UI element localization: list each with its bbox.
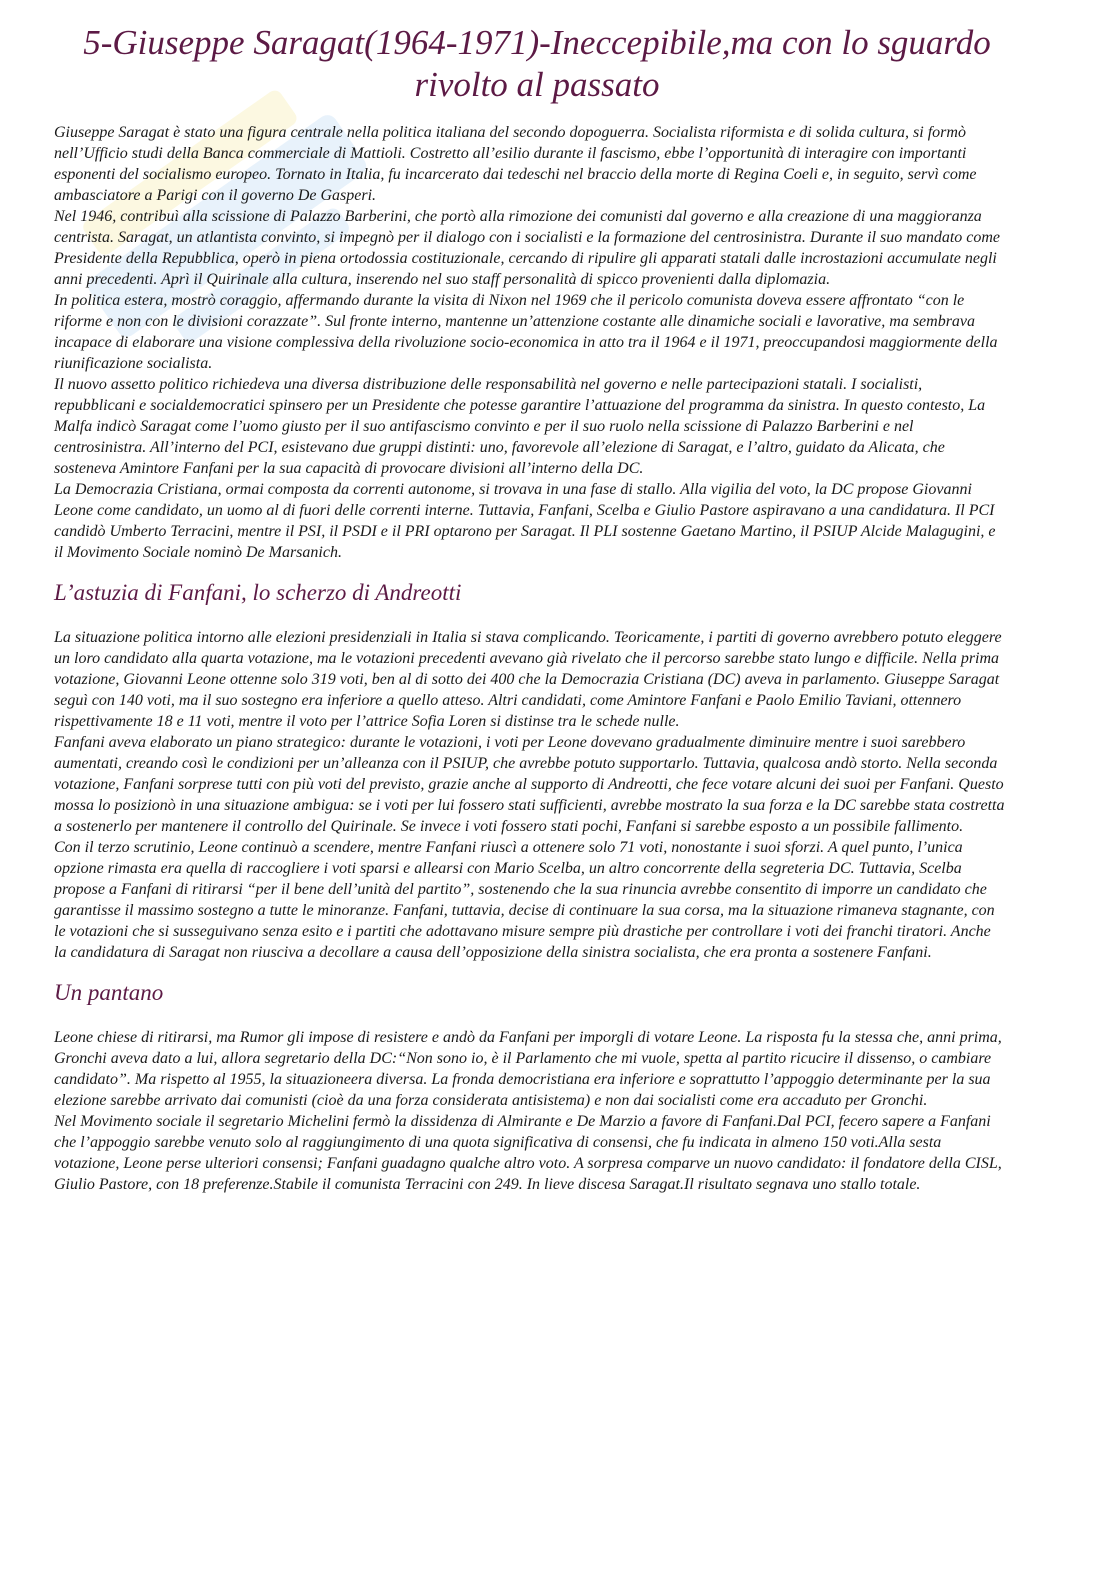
intro-section xyxy=(54,122,1006,563)
section-heading: Un pantano xyxy=(54,980,164,1005)
paragraph: Il nuovo assetto politico richiedeva una diversa distribuzione delle responsabilità nel governo e nelle partecipazioni statali. I socialisti, repubblicani e socialdemocratici spinsero per un Presidente che potesse garantire l’attuazione del programma da sinistra. In questo contesto, La Malfa indicò Saragat come l’uomo giusto per il suo antifascismo convinto e per il suo ruolo nella scissione di Palazzo Barberini e nel centrosinistra. All’interno del PCI, esistevano due gruppi distinti: uno, favorevole all’elezione di Saragat, e l’altro, guidato da Alicata, che sosteneva Amintore Fanfani per la sua capacità di provocare divisioni all’interno della DC. xyxy=(54,376,986,477)
paragraph: Giuseppe Saragat è stato una figura centrale nella politica italiana del secondo dopoguerra. Socialista riformista e di solida cultura, si formò nell’Ufficio studi della Banca commerciale di Mattioli. Costretto all’esilio durante il fascismo, ebbe l’opportunità di interagire con importanti esponenti del socialismo europeo. Tornato in Italia, fu incarcerato dai tedeschi nel braccio della morte di Regina Coeli e, in seguito, servì come ambasciatore a Parigi con il governo De Gasperi. xyxy=(54,124,977,204)
section-fanfani xyxy=(54,579,1006,963)
paragraph: In politica estera, mostrò coraggio, affermando durante la visita di Nixon nel 1969 che il pericolo comunista doveva essere affrontato “con le riforme e non con le divisioni corazzate”. Sul fronte interno, mantenne un’attenzione costante alle dinamiche sociali e lavorative, ma sembrava incapace di elaborare una visione complessiva della rivoluzione socio-economica in atto tra il 1964 e il 1971, preoccupandosi maggiormente della riunificazione socialista. xyxy=(54,292,998,372)
page-title: 5-Giuseppe Saragat(1964-1971)-Ineccepibile,ma con lo sguardo rivolto al passato xyxy=(83,23,991,104)
paragraph: Nel 1946, contribuì alla scissione di Palazzo Barberini, che portò alla rimozione dei comunisti dal governo e alla creazione di una maggioranza centrista. Saragat, un atlantista convinto, si impegnò per il dialogo con i socialisti e la formazione del centrosinistra. Durante il suo mandato come Presidente della Repubblica, operò in piena ortodossia costituzionale, cercando di ripulire gli apparati statali dalle incrostazioni accumulate negli anni precedenti. Aprì il Quirinale alla cultura, inserendo nel suo staff personalità di spicco provenienti dalla diplomazia. xyxy=(54,208,1001,288)
paragraph: La situazione politica intorno alle elezioni presidenziali in Italia si stava complicando. Teoricamente, i partiti di governo avrebbero potuto eleggere un loro candidato alla quarta votazione, ma le votazioni precedenti avevano già rivelato che il percorso sarebbe stato lungo e difficile. Nella prima votazione, Giovanni Leone ottenne solo 319 voti, ben al di sotto dei 400 che la Democrazia Cristiana (DC) aveva in parlamento. Giuseppe Saragat seguì con 140 voti, ma il suo sostegno era inferiore a quello atteso. Altri candidati, come Amintore Fanfani e Paolo Emilio Taviani, ottennero rispettivamente 18 e 11 voti, mentre il voto per l’attrice Sofia Loren si distinse tra le schede nulle. xyxy=(54,629,1002,730)
paragraph: Con il terzo scrutinio, Leone continuò a scendere, mentre Fanfani riuscì a ottenere solo 71 voti, nonostante i suoi sforzi. A quel punto, l’unica opzione rimasta era quella di raccogliere i voti sparsi e allearsi con Mario Scelba, un altro concorrente della segreteria DC. Tuttavia, Scelba propose a Fanfani di ritirarsi “per il bene dell’unità del partito”, sostenendo che la sua rinuncia avrebbe consentito di imporre un candidato che garantisse il massimo sostegno a tutte le minoranze. Fanfani, tuttavia, decise di continuare la sua corsa, ma la situazione rimaneva stagnante, con le votazioni che si susseguivano senza esito e i partiti che adottavano misure sempre più drastiche per controllare i voti dei franchi tiratori. Anche la candidatura di Saragat non riusciva a decollare a causa dell’opposizione della sinistra socialista, che era pronta a sostenere Fanfani. xyxy=(54,839,995,961)
paragraph: Leone chiese di ritirarsi, ma Rumor gli impose di resistere e andò da Fanfani per imporgli di votare Leone. La risposta fu la stessa che, anni prima, Gronchi aveva dato a lui, allora segretario della DC:“Non sono io, è il Parlamento che mi vuole, spetta al partito ricucire il dissenso, o cambiare candidato”. Ma rispetto al 1955, la situazioneera diversa. La fronda democristiana era inferiore e soprattutto l’appoggio determinante per la sua elezione sarebbe arrivato dai comunisti (cioè da una forza considerata antisistema) e non dai socialisti come era accaduto per Gronchi. xyxy=(54,1029,1002,1109)
paragraph: La Democrazia Cristiana, ormai composta da correnti autonome, si trovava in una fase di stallo. Alla vigilia del voto, la DC propose Giovanni Leone come candidato, un uomo al di fuori delle correnti interne. Tuttavia, Fanfani, Scelba e Giulio Pastore aspiravano a una candidatura. Il PCI candidò Umberto Terracini, mentre il PSI, il PSDI e il PRI optarono per Saragat. Il PLI sostenne Gaetano Martino, il PSIUP Alcide Malagugini, e il Movimento Sociale nominò De Marsanich. xyxy=(54,481,996,561)
paragraph: Fanfani aveva elaborato un piano strategico: durante le votazioni, i voti per Leone dovevano gradualmente diminuire mentre i suoi sarebbero aumentati, creando così le condizioni per un’alleanza con il PSIUP, che avrebbe potuto supportarlo. Tuttavia, qualcosa andò storto. Nella seconda votazione, Fanfani sorprese tutti con più voti del previsto, grazie anche al supporto di Andreotti, che fece votare alcuni dei suoi per Fanfani. Questo mossa lo posizionò in una situazione ambigua: se i voti per lui fossero stati sufficienti, avrebbe mostrato la sua forza e la DC sarebbe stata costretta a sostenerlo per mantenere il controllo del Quirinale. Se invece i voti fossero stati pochi, Fanfani si sarebbe esposto a un possibile fallimento. xyxy=(54,734,1005,835)
paragraph: Nel Movimento sociale il segretario Michelini fermò la dissidenza di Almirante e De Marzio a favore di Fanfani.Dal PCI, fecero sapere a Fanfani che l’appoggio sarebbe venuto solo al raggiungimento di una quota significativa di consensi, che fu indicata in almeno 150 voti.Alla sesta votazione, Leone perse ulteriori consensi; Fanfani guadagno qualche altro voto. A sorpresa comparve un nuovo candidato: il fondatore della CISL, Giulio Pastore, con 18 preferenze.Stabile il comunista Terracini con 249. In lieve discesa Saragat.Il risultato segnava uno stallo totale. xyxy=(54,1113,1002,1193)
section-pantano xyxy=(54,979,1006,1195)
section-heading: L’astuzia di Fanfani, lo scherzo di Andreotti xyxy=(54,580,462,605)
